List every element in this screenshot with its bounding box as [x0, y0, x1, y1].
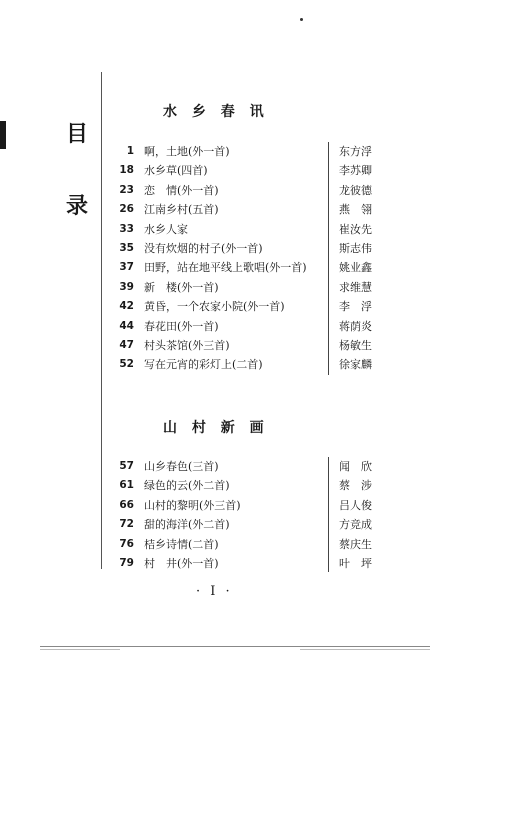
- toc-entry-author: 李 浮: [339, 300, 372, 314]
- toc-entry-author: 吕人俊: [339, 498, 372, 512]
- toc-entry-title: 新 楼(外一首): [144, 280, 219, 294]
- toc-entry-author: 杨敏生: [339, 338, 372, 352]
- toc-entry-title: 江南乡村(五首): [144, 203, 219, 217]
- toc-entry-author: 燕 翎: [339, 203, 372, 217]
- toc-entry-title: 水乡草(四首): [144, 164, 208, 178]
- toc-entry-title: 没有炊烟的村子(外一首): [144, 241, 263, 255]
- toc-page-number: 42: [119, 300, 134, 313]
- section-title: 水 乡 春 讯: [163, 104, 269, 120]
- bottom-rule: [40, 649, 120, 650]
- toc-page-number: 76: [119, 537, 134, 550]
- toc-entry-title: 村头茶馆(外三首): [144, 338, 230, 352]
- toc-entry: [110, 535, 405, 554]
- toc-page-number: 18: [119, 164, 134, 177]
- toc-entry: [110, 355, 405, 374]
- toc-entry-title: 田野，站在地平线上歌唱(外一首): [144, 261, 307, 275]
- toc-page-number: 57: [119, 460, 134, 472]
- toc-entry: [110, 336, 405, 355]
- toc-entry-author: 斯志伟: [339, 241, 372, 255]
- toc-entry: [110, 317, 405, 336]
- toc-entry: [110, 515, 405, 534]
- toc-entry-author: 方竞成: [339, 518, 372, 532]
- toc-page-number: 52: [119, 358, 134, 371]
- toc-entry-title: 山乡春色(三首): [144, 460, 219, 473]
- toc-page-number: 79: [119, 556, 134, 569]
- toc-entry-author: 蒋荫炎: [339, 319, 372, 333]
- toc-entry-title: 啊，土地(外一首): [144, 145, 230, 158]
- toc-entry: [110, 457, 405, 476]
- toc-entry: [110, 476, 405, 495]
- toc-page-number: 66: [119, 498, 134, 511]
- toc-entry-title: 写在元宵的彩灯上(二首): [144, 358, 263, 372]
- toc-page-number: 39: [119, 280, 134, 293]
- toc-entry: [110, 200, 405, 219]
- bottom-rule: [40, 646, 430, 647]
- toc-entry-title: 恋 情(外一首): [144, 183, 219, 197]
- bottom-rule: [300, 649, 430, 650]
- toc-page-number: 1: [126, 145, 134, 157]
- vertical-rule: [101, 72, 102, 569]
- toc-entry: [110, 297, 405, 316]
- toc-entry-title: 春花田(外一首): [144, 319, 219, 333]
- toc-entry: [110, 161, 405, 180]
- toc-entry: [110, 496, 405, 515]
- toc-page-number: 37: [119, 261, 134, 274]
- toc-entry: [110, 554, 405, 573]
- toc-entry-author: 叶 坪: [339, 556, 372, 570]
- toc-entry-title: 山村的黎明(外三首): [144, 498, 241, 512]
- toc-entry-author: 龙彼德: [339, 183, 372, 197]
- toc-page-number: 44: [119, 319, 134, 332]
- toc-entry-author: 求维慧: [339, 280, 372, 294]
- toc-entry-author: 姚业鑫: [339, 261, 372, 275]
- toc-entry-title: 黄昏，一个农家小院(外一首): [144, 300, 285, 314]
- toc-list: [110, 142, 405, 375]
- ink-dot: [300, 18, 303, 21]
- toc-page-number: 23: [119, 183, 134, 196]
- toc-entry-title: 水乡人家: [144, 222, 188, 236]
- toc-entry-author: 徐家麟: [339, 358, 372, 372]
- toc-page-number: 35: [119, 241, 134, 254]
- toc-list: [110, 457, 405, 573]
- toc-page-number: 61: [119, 479, 134, 492]
- toc-entry-title: 甜的海洋(外二首): [144, 518, 230, 532]
- toc-entry: [110, 142, 405, 161]
- toc-entry-author: 崔汝先: [339, 222, 372, 236]
- toc-entry: [110, 220, 405, 239]
- toc-entry-author: 蔡庆生: [339, 537, 372, 551]
- binding-mark: [0, 121, 6, 149]
- toc-page-number: 47: [119, 338, 134, 351]
- page-number: · I ·: [196, 584, 233, 599]
- toc-entry: [110, 239, 405, 258]
- directory-title-char-1: 目: [66, 121, 89, 147]
- section-title: 山 村 新 画: [163, 420, 269, 436]
- toc-page-number: 26: [119, 203, 134, 216]
- toc-entry-author: 李苏卿: [339, 164, 372, 178]
- toc-entry-title: 桔乡诗情(二首): [144, 537, 219, 551]
- toc-entry: [110, 278, 405, 297]
- toc-entry: [110, 258, 405, 277]
- toc-entry: [110, 181, 405, 200]
- toc-entry-title: 村 井(外一首): [144, 556, 219, 570]
- toc-entry-author: 蔡 涉: [339, 479, 372, 493]
- toc-page-number: 72: [119, 518, 134, 531]
- toc-page-number: 33: [119, 222, 134, 235]
- toc-entry-title: 绿色的云(外二首): [144, 479, 230, 493]
- toc-entry-author: 闻 欣: [339, 460, 372, 473]
- toc-entry-author: 东方浮: [339, 145, 372, 158]
- directory-title-char-2: 录: [66, 193, 89, 219]
